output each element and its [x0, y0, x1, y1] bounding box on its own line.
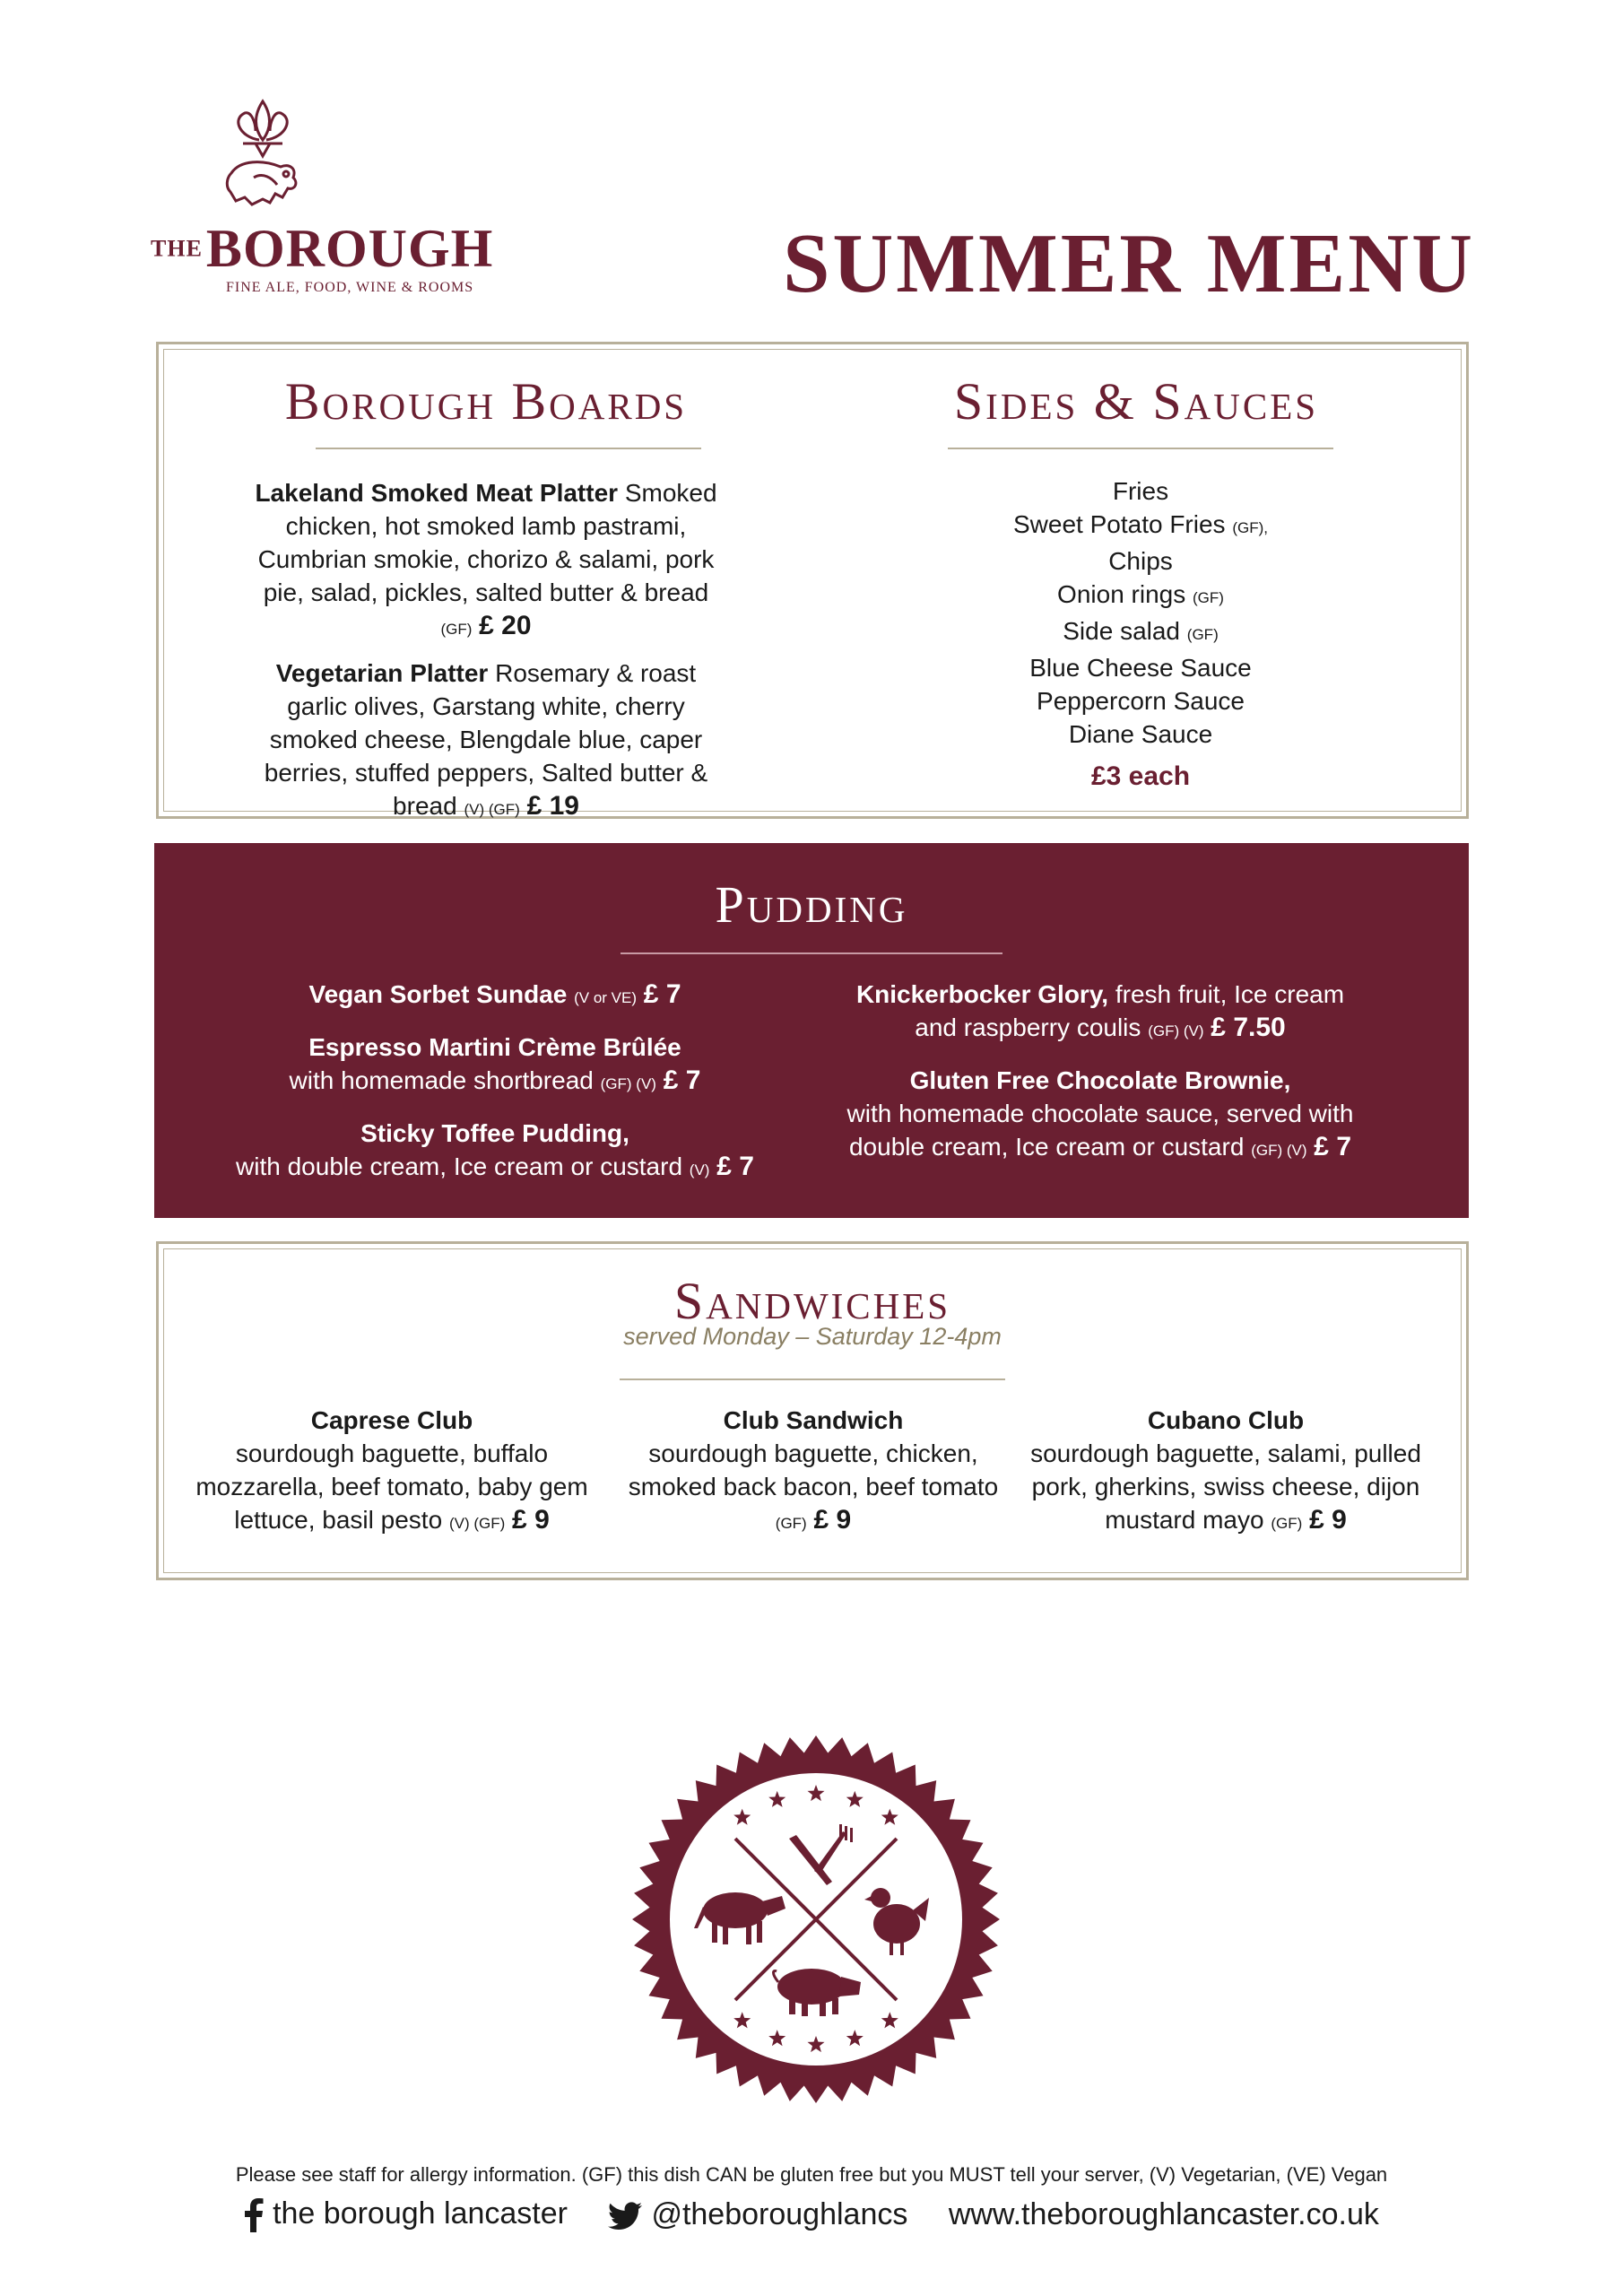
list-item	[625, 1404, 1002, 1540]
item-name: Lakeland Smoked Meat Platter	[255, 479, 619, 507]
list-item	[1020, 1404, 1432, 1540]
item-name: Club Sandwich	[723, 1406, 904, 1434]
list-item	[195, 1404, 589, 1540]
sides-list-wrap	[966, 474, 1315, 793]
side-label: Blue Cheese Sauce	[1029, 654, 1252, 682]
item-description: sourdough baguette, salami, pulled pork, gherkins, swiss cheese, dijon mustard mayo	[1030, 1439, 1421, 1534]
side-label: Diane Sauce	[1068, 720, 1213, 748]
item-price: £ 7	[663, 1065, 701, 1095]
sides-list	[966, 474, 1315, 751]
item-price: £ 19	[526, 791, 579, 821]
facebook-link[interactable]	[244, 2196, 568, 2232]
item-description: with homemade shortbread	[289, 1066, 594, 1094]
item-price: £ 7.50	[1211, 1013, 1286, 1042]
item-name: Vegan Sorbet Sundae	[308, 980, 568, 1008]
side-label: Peppercorn Sauce	[1037, 687, 1245, 715]
item-price: £ 7	[716, 1152, 754, 1181]
item-tags: (GF)	[775, 1515, 807, 1532]
item-name: Caprese Club	[310, 1406, 473, 1434]
sandwiches-divider	[620, 1378, 1005, 1380]
boards-sides-panel	[156, 342, 1469, 819]
item-tags: (GF) (V)	[600, 1075, 656, 1092]
farm-animals-cutlery-badge-icon	[628, 1731, 1004, 2108]
boards-divider	[316, 448, 701, 449]
item-tags: (V) (GF)	[448, 1515, 506, 1532]
item-tags: (V or VE)	[574, 989, 638, 1006]
item-tags: (V) (GF)	[464, 801, 520, 818]
sides-price: £3 each	[1090, 761, 1191, 791]
item-description: fresh fruit, Ice cream and raspberry coulis	[915, 980, 1345, 1041]
logo-wordmark	[151, 218, 509, 280]
list-item	[966, 718, 1315, 751]
side-label: Chips	[1108, 547, 1173, 575]
item-tags: (GF)	[440, 621, 473, 638]
sides-divider	[948, 448, 1333, 449]
list-item	[248, 657, 724, 826]
side-label: Onion rings	[1057, 580, 1186, 608]
item-description: Smoked chicken, hot smoked lamb pastrami, Cumbrian smokie, chorizo & salami, pork pie, salad, pickles, salted butter & bread	[257, 479, 717, 606]
side-label: Sweet Potato Fries	[1013, 510, 1226, 538]
item-price: £ 9	[512, 1505, 550, 1535]
sandwiches-heading: Sandwiches	[673, 1272, 951, 1330]
list-item	[966, 684, 1315, 718]
item-name: Knickerbocker Glory,	[855, 980, 1109, 1008]
social-links	[0, 2196, 1623, 2232]
list-item	[966, 544, 1315, 578]
list-item	[235, 1117, 755, 1187]
sandwiches-panel	[156, 1241, 1469, 1580]
menu-title: SUMMER MENU	[783, 217, 1475, 310]
pudding-heading: Pudding	[715, 875, 908, 934]
item-description: with double cream, Ice cream or custard	[236, 1152, 683, 1180]
side-tag: (GF),	[1232, 519, 1268, 536]
side-label: Side salad	[1063, 617, 1181, 645]
side-tag: (GF)	[1186, 626, 1219, 643]
item-name: Gluten Free Chocolate Brownie,	[909, 1066, 1291, 1094]
boards-heading: Borough Boards	[284, 372, 688, 430]
list-item	[235, 1031, 755, 1100]
logo-name: BOROUGH	[205, 219, 494, 278]
list-item	[966, 651, 1315, 684]
item-price: £ 9	[813, 1505, 852, 1535]
item-description: sourdough baguette, buffalo mozzarella, beef tomato, baby gem lettuce, basil pesto	[195, 1439, 588, 1534]
item-description: Rosemary & roast garlic olives, Garstang white, cherry smoked cheese, Blengdale blue, caper berries, stuffed peppers, Salted butter & bread	[264, 659, 708, 820]
item-price: £ 9	[1309, 1505, 1347, 1535]
item-tags: (GF)	[1271, 1515, 1303, 1532]
list-item	[836, 1064, 1365, 1167]
facebook-icon	[244, 2198, 264, 2232]
twitter-link[interactable]	[608, 2197, 907, 2232]
sides-heading: Sides & Sauces	[953, 372, 1319, 430]
website-link[interactable]: www.theboroughlancaster.co.uk	[948, 2196, 1379, 2231]
allergy-note: Please see staff for allergy information. (GF) this dish CAN be gluten free but you MUST tell your server, (V) Vegetarian, (VE) Vegan	[235, 2163, 1388, 2186]
item-price: £ 7	[643, 979, 681, 1009]
item-name: Espresso Martini Crème Brûlée	[308, 1033, 681, 1061]
item-name: Cubano Club	[1147, 1406, 1305, 1434]
item-description: with homemade chocolate sauce, served with double cream, Ice cream or custard	[846, 1100, 1354, 1161]
list-item	[966, 578, 1315, 614]
item-price: £ 20	[479, 611, 532, 640]
item-price: £ 7	[1314, 1132, 1352, 1161]
list-item	[966, 508, 1315, 544]
list-item	[235, 978, 755, 1014]
twitter-icon	[608, 2202, 642, 2231]
list-item	[248, 476, 724, 646]
item-description: sourdough baguette, chicken, smoked back bacon, beef tomato	[628, 1439, 999, 1500]
facebook-label: the borough lancaster	[273, 2196, 568, 2231]
logo-tagline: FINE ALE, FOOD, WINE & ROOMS	[226, 280, 474, 295]
item-tags: (GF) (V)	[1251, 1142, 1307, 1159]
fleur-de-lis-lion-icon	[200, 97, 325, 222]
item-tags: (GF) (V)	[1148, 1022, 1204, 1039]
side-label: Fries	[1112, 477, 1169, 505]
brand-logo	[151, 97, 500, 303]
item-tags: (V)	[689, 1161, 710, 1178]
twitter-label: @theboroughlancs	[651, 2196, 908, 2231]
list-item	[966, 614, 1315, 651]
sandwiches-subtitle: served Monday – Saturday 12-4pm	[623, 1323, 1002, 1350]
logo-the: THE	[151, 235, 203, 262]
pudding-divider	[621, 952, 1002, 954]
pudding-left-list	[235, 978, 755, 1203]
list-item	[836, 978, 1365, 1048]
side-tag: (GF)	[1193, 589, 1224, 606]
pudding-right-list	[836, 978, 1365, 1183]
item-name: Sticky Toffee Pudding,	[360, 1119, 629, 1147]
boards-list	[248, 476, 724, 837]
pudding-panel	[154, 843, 1469, 1218]
item-name: Vegetarian Platter	[275, 659, 489, 687]
list-item	[966, 474, 1315, 508]
